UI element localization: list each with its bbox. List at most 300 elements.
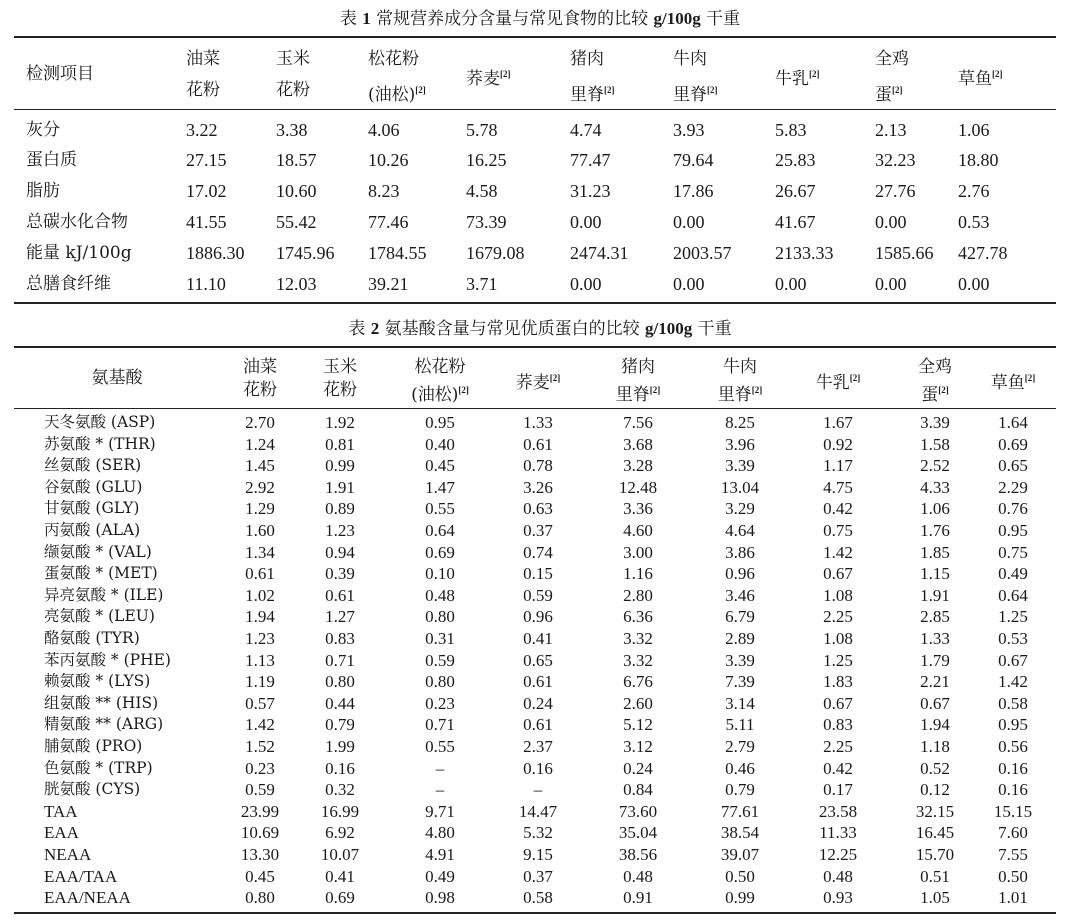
table1-cell: 3.22 bbox=[186, 120, 218, 140]
table2-cell: 1.02 bbox=[245, 585, 275, 605]
table2-cell: 15.70 bbox=[915, 845, 955, 864]
table2-cell: 0.39 bbox=[325, 564, 355, 584]
table2-cell: 7.39 bbox=[725, 672, 755, 692]
table2-cell: 0.83 bbox=[823, 715, 853, 735]
table2-cell: 0.50 bbox=[725, 866, 755, 886]
table2-cell: 7.55 bbox=[998, 845, 1028, 864]
table2-header-1-l1: 油菜 bbox=[243, 357, 277, 377]
table2-cell: 2.79 bbox=[725, 737, 755, 756]
table2-cell: 3.46 bbox=[725, 585, 755, 605]
table2-top-rule bbox=[14, 346, 1056, 348]
table2-cell: 8.25 bbox=[725, 413, 755, 432]
table2-cell: 1.92 bbox=[325, 413, 355, 432]
table2-caption-number: 2 bbox=[370, 319, 380, 338]
table1-caption-text: 常规营养成分含量与常见食物的比较 bbox=[376, 9, 649, 29]
table2-header-0-l1: 氨基酸 bbox=[91, 368, 143, 388]
table2-cell: 0.64 bbox=[425, 521, 455, 540]
table1-header-2-l2: 花粉 bbox=[276, 80, 310, 100]
table2-cell: 7.56 bbox=[623, 413, 653, 432]
table2-cell: 5.32 bbox=[523, 823, 553, 843]
table2-cell: 0.69 bbox=[325, 888, 355, 908]
table2-cell: 0.15 bbox=[523, 564, 553, 584]
table2-cell: 14.47 bbox=[518, 801, 558, 821]
table2-cell: 0.99 bbox=[325, 456, 355, 476]
table1-cell: 77.47 bbox=[570, 150, 611, 170]
table2-row-label: EAA bbox=[44, 823, 79, 843]
table2-cell: 0.65 bbox=[998, 456, 1028, 476]
table2-header-1-l2: 花粉 bbox=[243, 380, 277, 400]
table2-cell: 0.83 bbox=[325, 629, 355, 648]
table1-cell: 17.02 bbox=[186, 181, 227, 201]
table2-row-label: 苏氨酸 * (THR) bbox=[44, 434, 156, 453]
table2-cell: 4.33 bbox=[920, 477, 950, 497]
table2-cell: 0.55 bbox=[425, 737, 455, 756]
table1-header-1-l1: 油菜 bbox=[186, 49, 220, 69]
table2-cell: 0.42 bbox=[823, 499, 853, 519]
table1-cell: 0.53 bbox=[958, 212, 990, 232]
table2-cell: – bbox=[435, 780, 445, 800]
table2-cell: 1.94 bbox=[920, 715, 950, 735]
table1-cell: 0.00 bbox=[570, 274, 602, 294]
table2-cell: 2.21 bbox=[920, 672, 950, 692]
table2-header-3-l2: (油松)[2] bbox=[411, 385, 469, 405]
table2-cell: 2.25 bbox=[823, 737, 853, 756]
table2-cell: 0.48 bbox=[425, 585, 455, 605]
table1-cell: 1745.96 bbox=[276, 243, 335, 263]
table2-cell: 1.18 bbox=[920, 737, 950, 756]
table2-cell: 0.98 bbox=[425, 888, 455, 908]
table2-header-7-citation: [2] bbox=[849, 373, 861, 383]
table2-cell: 23.58 bbox=[818, 801, 858, 821]
table2-cell: 3.36 bbox=[623, 499, 653, 519]
table2-header-5-l1: 猪肉 bbox=[621, 357, 655, 377]
table2-cell: 0.56 bbox=[998, 737, 1028, 756]
table2-cell: 15.15 bbox=[993, 801, 1033, 821]
table2-cell: 0.67 bbox=[823, 564, 853, 584]
table2-cell: 0.65 bbox=[523, 650, 553, 670]
table2-cell: 1.91 bbox=[325, 477, 355, 497]
table2-cell: 0.41 bbox=[325, 866, 355, 886]
table2-cell: 6.92 bbox=[325, 823, 355, 843]
table1-cell: 18.57 bbox=[276, 150, 317, 170]
table2-header-7-l1: 牛乳[2] bbox=[815, 373, 861, 393]
table1-row-label: 脂肪 bbox=[26, 181, 60, 201]
table1-top-rule bbox=[14, 36, 1056, 38]
table2-cell: 1.24 bbox=[245, 434, 275, 454]
table2-cell: 0.57 bbox=[245, 693, 275, 713]
table2-row-label: TAA bbox=[44, 801, 78, 821]
table1-caption-number: 1 bbox=[362, 9, 371, 28]
table2-header-4-l1: 荞麦[2] bbox=[515, 373, 561, 393]
table2-cell: 23.99 bbox=[240, 801, 280, 821]
table2-row-label: 酪氨酸 (TYR) bbox=[44, 629, 140, 647]
table1-header-6-l1: 牛肉 bbox=[673, 49, 707, 69]
table1-cell: 5.83 bbox=[775, 120, 807, 140]
table2-cell: 0.24 bbox=[523, 693, 553, 713]
table2-cell: 1.23 bbox=[325, 521, 355, 540]
table2-cell: 0.61 bbox=[245, 564, 275, 584]
table2-cell: 32.15 bbox=[915, 801, 955, 821]
table1-header-7-l1: 牛乳[2] bbox=[775, 69, 820, 89]
table2-cell: 0.49 bbox=[425, 866, 455, 886]
table2-row-label: 蛋氨酸 * (MET) bbox=[44, 564, 158, 583]
table1-cell: 11.10 bbox=[186, 274, 226, 294]
table2-cell: 3.29 bbox=[725, 499, 755, 519]
table2-cell: 0.41 bbox=[523, 629, 553, 648]
table2-cell: 0.61 bbox=[325, 585, 355, 605]
table2-cell: 3.28 bbox=[623, 456, 653, 476]
table1-cell: 0.00 bbox=[875, 274, 907, 294]
table2-row-label: 脯氨酸 (PRO) bbox=[44, 737, 143, 755]
table2-caption-suffix: 干重 bbox=[697, 319, 732, 339]
table2-cell: 0.80 bbox=[425, 672, 455, 692]
table2-cell: 0.58 bbox=[998, 693, 1028, 713]
table2-cell: 1.91 bbox=[920, 585, 950, 605]
table2-cell: 0.52 bbox=[920, 758, 950, 778]
table2-cell: 3.68 bbox=[623, 434, 653, 454]
table1-cell: 4.74 bbox=[570, 120, 602, 140]
table2-cell: 0.16 bbox=[998, 780, 1028, 800]
table1-caption bbox=[0, 8, 1080, 30]
table1-header-9-l1: 草鱼[2] bbox=[958, 69, 1003, 89]
table2-header-5-citation: [2] bbox=[649, 385, 661, 395]
table2-cell: 1.33 bbox=[920, 629, 950, 648]
table2-header-4-citation: [2] bbox=[549, 373, 561, 383]
table2-cell: 0.49 bbox=[998, 564, 1028, 584]
table2-cell: 0.23 bbox=[425, 693, 455, 713]
table2-cell: 9.15 bbox=[523, 845, 553, 864]
table2-cell: 3.32 bbox=[623, 650, 653, 670]
table2-cell: 3.86 bbox=[725, 542, 755, 562]
table2-cell: 3.39 bbox=[725, 650, 755, 670]
table2-header-rule bbox=[14, 408, 1056, 409]
table1-cell: 77.46 bbox=[368, 212, 409, 232]
table1-cell: 26.67 bbox=[775, 181, 816, 201]
table2-cell: 4.60 bbox=[623, 521, 653, 540]
table2-header-8-l1: 全鸡 bbox=[918, 357, 952, 377]
table2-cell: 2.60 bbox=[623, 693, 653, 713]
table2-cell: 0.61 bbox=[523, 434, 553, 454]
table2-row-label: 赖氨酸 * (LYS) bbox=[44, 672, 151, 691]
table2-caption-unit: g/100g bbox=[645, 319, 693, 338]
table2-cell: 0.75 bbox=[998, 542, 1028, 562]
table2-cell: 0.48 bbox=[823, 866, 853, 886]
table1-header-5-l1: 猪肉 bbox=[570, 49, 604, 69]
table1-cell: 3.71 bbox=[466, 274, 498, 294]
table2-caption bbox=[0, 318, 1080, 340]
table2-cell: 4.80 bbox=[425, 823, 455, 843]
table2-cell: 3.14 bbox=[725, 693, 755, 713]
table1-cell: 55.42 bbox=[276, 212, 317, 232]
table2-header-9-l1: 草鱼[2] bbox=[990, 373, 1036, 393]
table2-cell: 0.59 bbox=[245, 780, 275, 800]
table2-cell: 0.84 bbox=[623, 780, 653, 800]
table2-cell: 0.55 bbox=[425, 499, 455, 519]
table2-row-label: 谷氨酸 (GLU) bbox=[44, 477, 143, 496]
table2-header-8-l2: 蛋[2] bbox=[921, 385, 949, 405]
table1-cell: 12.03 bbox=[276, 274, 317, 294]
table1-row-label: 总膳食纤维 bbox=[26, 274, 111, 294]
table2-cell: 0.51 bbox=[920, 866, 950, 886]
table2-cell: 0.44 bbox=[325, 693, 355, 713]
table1-header-3-l1: 松花粉 bbox=[368, 49, 419, 69]
table2-cell: 1.52 bbox=[245, 737, 275, 756]
table2-cell: 13.04 bbox=[720, 477, 760, 497]
table2-cell: 0.67 bbox=[998, 650, 1028, 670]
table1-cell: 0.00 bbox=[875, 212, 907, 232]
table1-cell: 5.78 bbox=[466, 120, 498, 140]
table2-cell: 0.91 bbox=[623, 888, 653, 908]
table2-bottom-rule bbox=[14, 912, 1056, 914]
table2-cell: 1.60 bbox=[245, 521, 275, 540]
table1-header-3-l2: (油松)[2] bbox=[368, 85, 426, 105]
table1-header-4-l1: 荞麦[2] bbox=[466, 69, 511, 89]
table1-cell: 3.93 bbox=[673, 120, 705, 140]
table2-cell: 0.46 bbox=[725, 758, 755, 778]
table2-cell: 1.33 bbox=[523, 413, 553, 432]
table2-cell: 0.59 bbox=[523, 585, 553, 605]
table1-cell: 73.39 bbox=[466, 212, 507, 232]
table1-cell: 2133.33 bbox=[775, 243, 834, 263]
table1-header-1-l2: 花粉 bbox=[186, 80, 220, 100]
table2-cell: 12.25 bbox=[818, 845, 858, 864]
table2-header-8-citation: [2] bbox=[938, 385, 949, 395]
table2-cell: 0.32 bbox=[325, 780, 355, 800]
table2-cell: 0.93 bbox=[823, 888, 853, 908]
table2-cell: 0.12 bbox=[920, 780, 950, 800]
table1-cell: 1886.30 bbox=[186, 243, 245, 263]
table2-cell: 1.27 bbox=[325, 607, 355, 627]
table1-header-9-citation: [2] bbox=[992, 69, 1003, 79]
table1-caption-unit: g/100g bbox=[653, 9, 701, 28]
table2-row-label: 组氨酸 ** (HIS) bbox=[44, 693, 159, 712]
table2-cell: 0.61 bbox=[523, 715, 553, 735]
table2-cell: 4.91 bbox=[425, 845, 455, 864]
table1-cell: 18.80 bbox=[958, 150, 999, 170]
table2-cell: 0.76 bbox=[998, 499, 1028, 519]
table2-cell: 0.69 bbox=[998, 434, 1028, 454]
table2-cell: 0.59 bbox=[425, 650, 455, 670]
table2-cell: 3.12 bbox=[623, 737, 653, 756]
table2-cell: 2.25 bbox=[823, 607, 853, 627]
table2-cell: 2.29 bbox=[998, 477, 1028, 497]
table2-cell: 0.31 bbox=[425, 629, 455, 648]
table2-header-2-l2: 花粉 bbox=[323, 380, 357, 400]
table2-cell: 16.45 bbox=[915, 823, 955, 843]
table2-row-label: 丝氨酸 (SER) bbox=[44, 456, 142, 475]
table1-cell: 79.64 bbox=[673, 150, 714, 170]
table2-cell: 0.80 bbox=[325, 672, 355, 692]
table1-header-8-citation: [2] bbox=[892, 85, 903, 95]
table1-cell: 32.23 bbox=[875, 150, 916, 170]
table2-row-label: 色氨酸 * (TRP) bbox=[44, 758, 153, 777]
table1-cell: 0.00 bbox=[958, 274, 990, 294]
table2-cell: 1.64 bbox=[998, 413, 1028, 432]
table2-row-label: 缬氨酸 * (VAL) bbox=[44, 542, 152, 561]
table2-cell: 1.85 bbox=[920, 542, 950, 562]
table2-cell: 3.39 bbox=[920, 413, 950, 432]
table2-cell: 1.58 bbox=[920, 434, 950, 454]
table2-cell: 0.89 bbox=[325, 499, 355, 519]
table2-cell: 0.37 bbox=[523, 866, 553, 886]
table2-cell: 0.42 bbox=[823, 758, 853, 778]
table2-cell: 1.47 bbox=[425, 477, 455, 497]
table2-header-6-citation: [2] bbox=[751, 385, 763, 395]
table1-row-label: 灰分 bbox=[26, 120, 60, 140]
table2-cell: 1.67 bbox=[823, 413, 853, 432]
table1-cell: 2.13 bbox=[875, 120, 907, 140]
table2-cell: 0.16 bbox=[523, 758, 553, 778]
table2-header-3-l1: 松花粉 bbox=[414, 357, 466, 377]
table2-cell: 6.76 bbox=[623, 672, 653, 692]
table1-header-3-citation: [2] bbox=[415, 85, 426, 95]
table1-row-label: 蛋白质 bbox=[26, 150, 77, 170]
table2-cell: 1.83 bbox=[823, 672, 853, 692]
table2-header-3-citation: [2] bbox=[458, 385, 469, 395]
table1-cell: 0.00 bbox=[673, 212, 705, 232]
table2-cell: 0.94 bbox=[325, 542, 355, 562]
table2-cell: – bbox=[435, 758, 445, 778]
table2-cell: 3.96 bbox=[725, 434, 755, 454]
table2-cell: 0.23 bbox=[245, 758, 275, 778]
table2-row-label: EAA/NEAA bbox=[44, 888, 131, 908]
table2-cell: 0.80 bbox=[245, 888, 275, 908]
table2-cell: 1.29 bbox=[245, 499, 275, 519]
table2-cell: 0.67 bbox=[920, 693, 950, 713]
table1-cell: 427.78 bbox=[958, 243, 1008, 263]
table1-cell: 27.76 bbox=[875, 181, 916, 201]
table2-cell: 0.10 bbox=[425, 564, 455, 584]
table1-cell: 17.86 bbox=[673, 181, 714, 201]
table2-cell: 1.08 bbox=[823, 629, 853, 648]
table2-caption-text: 氨基酸含量与常见优质蛋白的比较 bbox=[384, 319, 640, 339]
table2-cell: 1.15 bbox=[920, 564, 950, 584]
table1-cell: 0.00 bbox=[673, 274, 705, 294]
table1-cell: 1.06 bbox=[958, 120, 990, 140]
table2-cell: 0.71 bbox=[425, 715, 455, 735]
table2-cell: 0.75 bbox=[823, 521, 853, 540]
table2-cell: 13.30 bbox=[240, 845, 280, 864]
table2-row-label: 天冬氨酸 (ASP) bbox=[44, 413, 156, 431]
table1-header-rule bbox=[14, 109, 1056, 110]
table1-caption-suffix: 干重 bbox=[706, 9, 741, 29]
table2-cell: 0.37 bbox=[523, 521, 553, 540]
table1-cell: 1784.55 bbox=[368, 243, 427, 263]
table2-cell: 0.95 bbox=[425, 413, 455, 432]
table2-cell: 0.81 bbox=[325, 434, 355, 454]
table2-cell: 0.92 bbox=[823, 434, 853, 454]
table1-bottom-rule bbox=[14, 302, 1056, 304]
table2-cell: 1.34 bbox=[245, 542, 275, 562]
table2-cell: 16.99 bbox=[320, 801, 360, 821]
table2-cell: 5.12 bbox=[623, 715, 653, 735]
table2-cell: 1.25 bbox=[823, 650, 853, 670]
table2-cell: 1.08 bbox=[823, 585, 853, 605]
table2-header-6-l1: 牛肉 bbox=[723, 357, 757, 377]
table2-header-5-l2: 里脊[2] bbox=[615, 385, 661, 405]
table2-cell: 3.00 bbox=[623, 542, 653, 562]
table2-cell: 0.63 bbox=[523, 499, 553, 519]
table1-row-label: 总碳水化合物 bbox=[26, 212, 128, 232]
table2-cell: 1.45 bbox=[245, 456, 275, 476]
table2-row-label: 甘氨酸 (GLY) bbox=[44, 499, 140, 518]
table2-cell: 0.95 bbox=[998, 521, 1028, 540]
table2-cell: 0.48 bbox=[623, 866, 653, 886]
table2-row-label: EAA/TAA bbox=[44, 866, 118, 886]
table1-header-8-l2: 蛋[2] bbox=[875, 85, 903, 105]
table2-cell: 0.74 bbox=[523, 542, 553, 562]
table2-header-2-l1: 玉米 bbox=[323, 357, 357, 377]
table1-cell: 10.60 bbox=[276, 181, 317, 201]
table2-cell: 2.92 bbox=[245, 477, 275, 497]
table2-cell: 3.26 bbox=[523, 477, 553, 497]
table2-cell: 1.99 bbox=[325, 737, 355, 756]
table2-cell: 3.39 bbox=[725, 456, 755, 476]
table1-cell: 2003.57 bbox=[673, 243, 732, 263]
table1-cell: 1679.08 bbox=[466, 243, 525, 263]
table1-header-5-citation: [2] bbox=[604, 85, 615, 95]
table2-cell: 10.07 bbox=[320, 845, 360, 864]
table2-cell: 0.80 bbox=[425, 607, 455, 627]
table2-cell: 5.11 bbox=[725, 715, 755, 735]
table2-cell: 0.78 bbox=[523, 456, 553, 476]
table1-cell: 10.26 bbox=[368, 150, 409, 170]
table2-cell: 0.67 bbox=[823, 693, 853, 713]
table2-cell: 0.17 bbox=[823, 780, 853, 800]
table2-header-6-l2: 里脊[2] bbox=[717, 385, 763, 405]
table2-cell: 4.64 bbox=[725, 521, 755, 540]
table2-cell: 1.79 bbox=[920, 650, 950, 670]
table2-cell: 73.60 bbox=[618, 801, 658, 821]
table2-cell: 2.80 bbox=[623, 585, 653, 605]
table2-cell: 0.40 bbox=[425, 434, 455, 454]
table2-cell: 1.94 bbox=[245, 607, 275, 627]
table1-header-6-citation: [2] bbox=[707, 85, 718, 95]
table1-cell: 16.25 bbox=[466, 150, 507, 170]
table2-cell: 1.23 bbox=[245, 629, 275, 648]
table2-cell: 1.13 bbox=[245, 650, 275, 670]
table2-cell: 0.50 bbox=[998, 866, 1028, 886]
table2-cell: 12.48 bbox=[618, 477, 658, 497]
table2-cell: 0.99 bbox=[725, 888, 755, 908]
table2-row-label: 丙氨酸 (ALA) bbox=[44, 521, 141, 539]
table2-header-9-citation: [2] bbox=[1024, 373, 1036, 383]
table1-cell: 0.00 bbox=[775, 274, 807, 294]
table2-cell: 1.05 bbox=[920, 888, 950, 908]
table2-cell: 9.71 bbox=[425, 801, 455, 821]
table2-cell: 0.45 bbox=[425, 456, 455, 476]
table2-cell: 7.60 bbox=[998, 823, 1028, 843]
table2-cell: 2.52 bbox=[920, 456, 950, 476]
table1-cell: 2.76 bbox=[958, 181, 990, 201]
table1-cell: 4.06 bbox=[368, 120, 400, 140]
table2-cell: 0.53 bbox=[998, 629, 1028, 648]
table2-cell: 38.54 bbox=[720, 823, 760, 843]
table2-row-label: 异亮氨酸 * (ILE) bbox=[44, 585, 164, 604]
table2-cell: 0.16 bbox=[998, 758, 1028, 778]
table2-cell: 1.42 bbox=[245, 715, 275, 735]
table2-cell: 11.33 bbox=[819, 823, 857, 843]
table2-caption-prefix: 表 bbox=[348, 319, 366, 339]
table2-cell: 1.01 bbox=[998, 888, 1028, 908]
table1-cell: 8.23 bbox=[368, 181, 400, 201]
table2-cell: 3.32 bbox=[623, 629, 653, 648]
table2-cell: 1.42 bbox=[998, 672, 1028, 692]
table1-cell: 41.55 bbox=[186, 212, 227, 232]
table2-cell: 1.06 bbox=[920, 499, 950, 519]
table2-cell: 1.25 bbox=[998, 607, 1028, 627]
table2-row-label: 胱氨酸 (CYS) bbox=[44, 780, 141, 799]
